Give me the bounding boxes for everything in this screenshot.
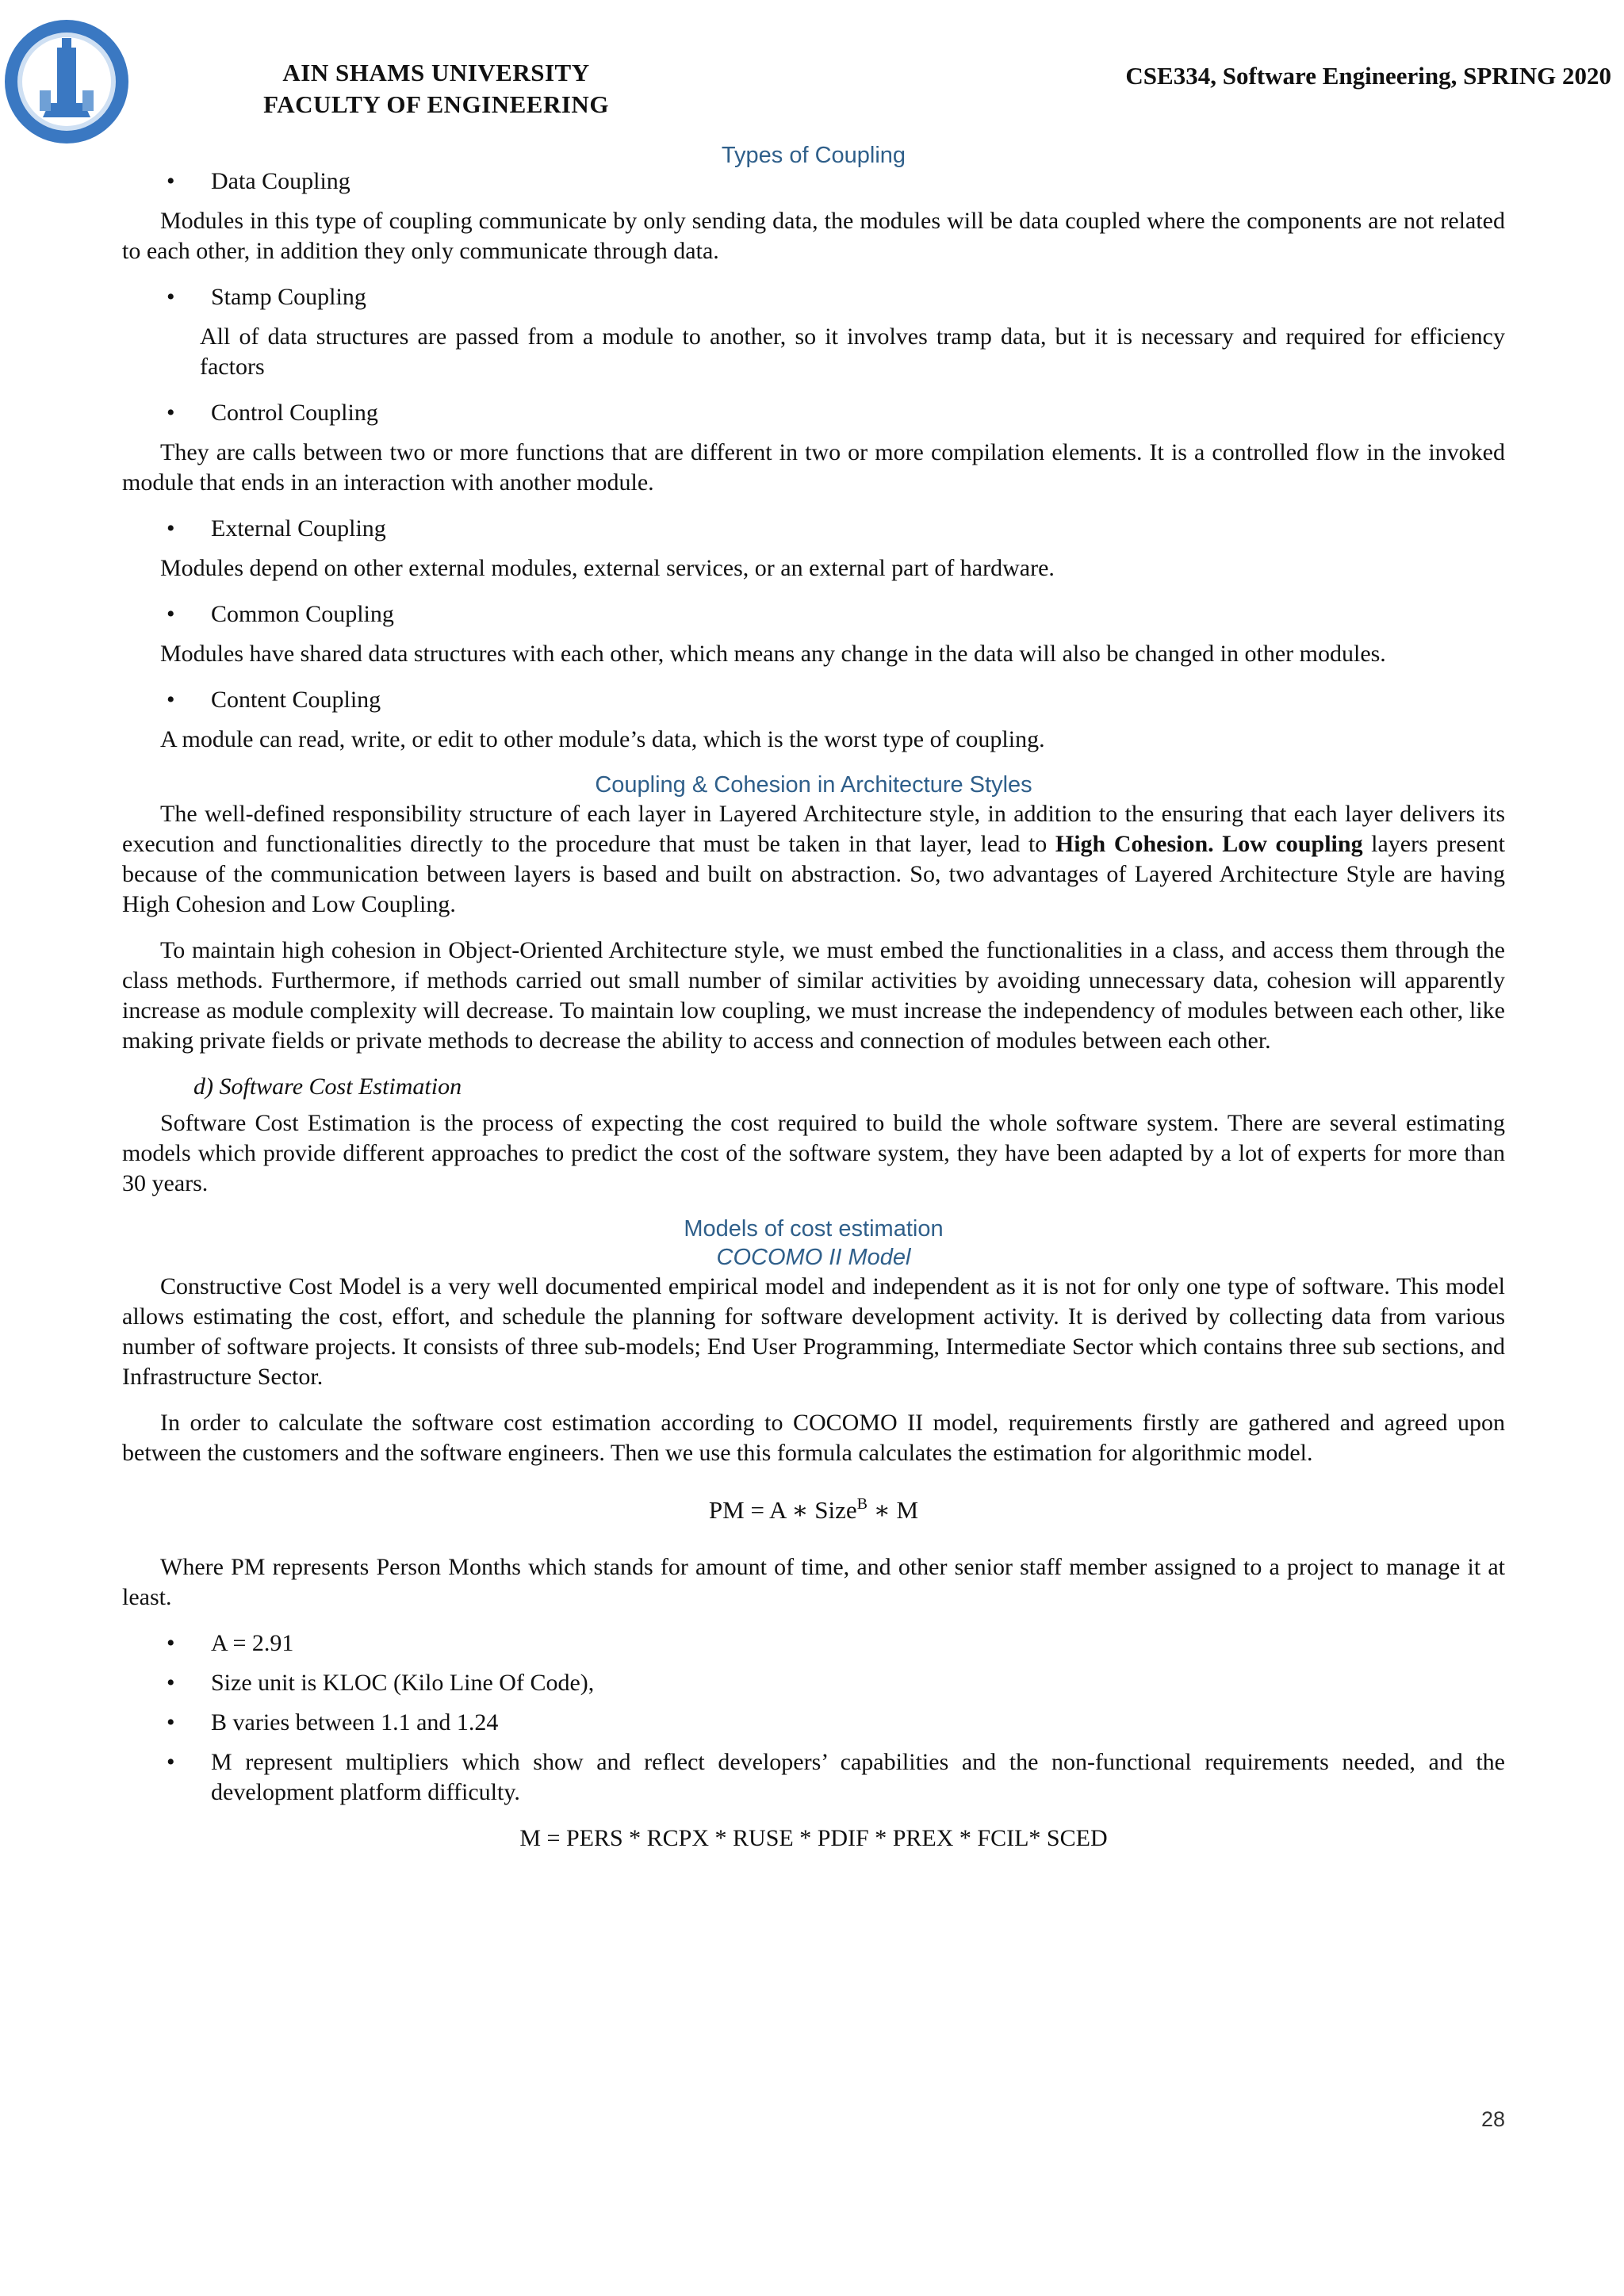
list-item: • Size unit is KLOC (Kilo Line Of Code), (122, 1668, 1505, 1698)
formula-tail: ∗ M (867, 1496, 919, 1524)
list-item: • Common Coupling (122, 599, 1505, 629)
section-subheading: d) Software Cost Estimation (193, 1073, 462, 1100)
paragraph: They are calls between two or more functions that are different in two or more compilation elements. It is a controlled flow in the invoked module that ends in an interaction with another module. (122, 439, 1505, 496)
page-content (122, 141, 1505, 1854)
paragraph: All of data structures are passed from a module to another, so it involves tramp data, but it is necessary and required for efficiency factors (200, 323, 1505, 380)
text-run: The well-defined responsibility structure of each layer in Layered Architecture style, in addition to the ensuring that each layer delivers its execution and functionalities directly to the procedure that must be taken in that layer, lead to (122, 801, 1505, 857)
list-item: • Control Coupling (122, 398, 1505, 428)
list-item: • B varies between 1.1 and 1.24 (122, 1708, 1505, 1738)
types-of-coupling-heading: Types of Coupling (721, 143, 906, 168)
formula-base: PM = A ∗ Size (708, 1496, 857, 1524)
paragraph: Modules depend on other external modules, external services, or an external part of hardware. (160, 555, 1055, 581)
models-heading: Models of cost estimation (684, 1216, 944, 1242)
list-item: • A = 2.91 (122, 1628, 1505, 1659)
university-name: AIN SHAMS UNIVERSITY (282, 59, 590, 86)
paragraph: A module can read, write, or edit to other module’s data, which is the worst type of coupling. (160, 726, 1045, 752)
faculty-name: FACULTY OF ENGINEERING (263, 90, 609, 118)
university-seal-icon (3, 14, 130, 149)
paragraph: To maintain high cohesion in Object-Oriented Architecture style, we must embed the functionalities in a class, and access them through the class methods. Furthermore, if methods carried out small number of similar activities by avoiding unnecessary data, cohesion will apparently increase as module complexity will decrease. To maintain low coupling, we must increase the independency of modules between each other, like making private fields or private methods to decrease the ability to access and connection of modules between each other. (122, 937, 1505, 1054)
paragraph: Modules have shared data structures with each other, which means any change in the data will also be changed in other modules. (160, 641, 1386, 667)
paragraph: In order to calculate the software cost estimation according to COCOMO II model, requirements firstly are gathered and agreed upon between the customers and the software engineers. Then we use this formula calculates the estimation for algorithmic model. (122, 1410, 1505, 1466)
bold-text: Low coupling (1222, 831, 1363, 857)
page-number: 28 (1480, 2107, 1505, 2131)
list-item: • Stamp Coupling (122, 282, 1505, 312)
list-item: • Content Coupling (122, 685, 1505, 715)
paragraph (122, 799, 1505, 920)
list-item: • M represent multipliers which show and reflect developers’ capabilities and the non-functional requirements needed, and the development platform difficulty. (122, 1747, 1505, 1808)
pm-formula (122, 1489, 1505, 1525)
course-title: CSE334, Software Engineering, SPRING 2020 (1125, 62, 1611, 90)
paragraph: Constructive Cost Model is a very well documented empirical model and independent as it is not for only one type of software. This model allows estimating the cost, effort, and schedule the planning for software development activity. It is derived by collecting data from various number of software projects. It consists of three sub-models; End User Programming, Intermediate Sector which contains three sub sections, and Infrastructure Sector. (122, 1273, 1505, 1390)
multiplier-formula: M = PERS * RCPX * RUSE * PDIF * PREX * FCIL* SCED (519, 1825, 1108, 1851)
bold-text: High Cohesion. (1055, 831, 1214, 857)
list-item: • Data Coupling (122, 166, 1505, 197)
list-item: • External Coupling (122, 514, 1505, 544)
paragraph: Modules in this type of coupling communicate by only sending data, the modules will be data coupled where the components are not related to each other, in addition they only communicate through data. (122, 208, 1505, 264)
paragraph: Where PM represents Person Months which stands for amount of time, and other senior staff member assigned to a project to manage it at least. (122, 1554, 1505, 1610)
coupling-cohesion-heading: Coupling & Cohesion in Architecture Styles (595, 772, 1032, 798)
formula-exponent: B (856, 1495, 868, 1513)
text-run: layers present because of the communication between layers is based and built on abstraction. So, two advantages of Layered Architecture Style are having High Cohesion and Low Coupling. (122, 831, 1506, 917)
university-header (238, 57, 634, 121)
cocomo-heading: COCOMO II Model (716, 1245, 911, 1270)
paragraph: Software Cost Estimation is the process of expecting the cost required to build the whole software system. There are several estimating models which provide different approaches to predict the cost of the software system, they have been adapted by a lot of experts for more than 30 years. (122, 1110, 1505, 1196)
